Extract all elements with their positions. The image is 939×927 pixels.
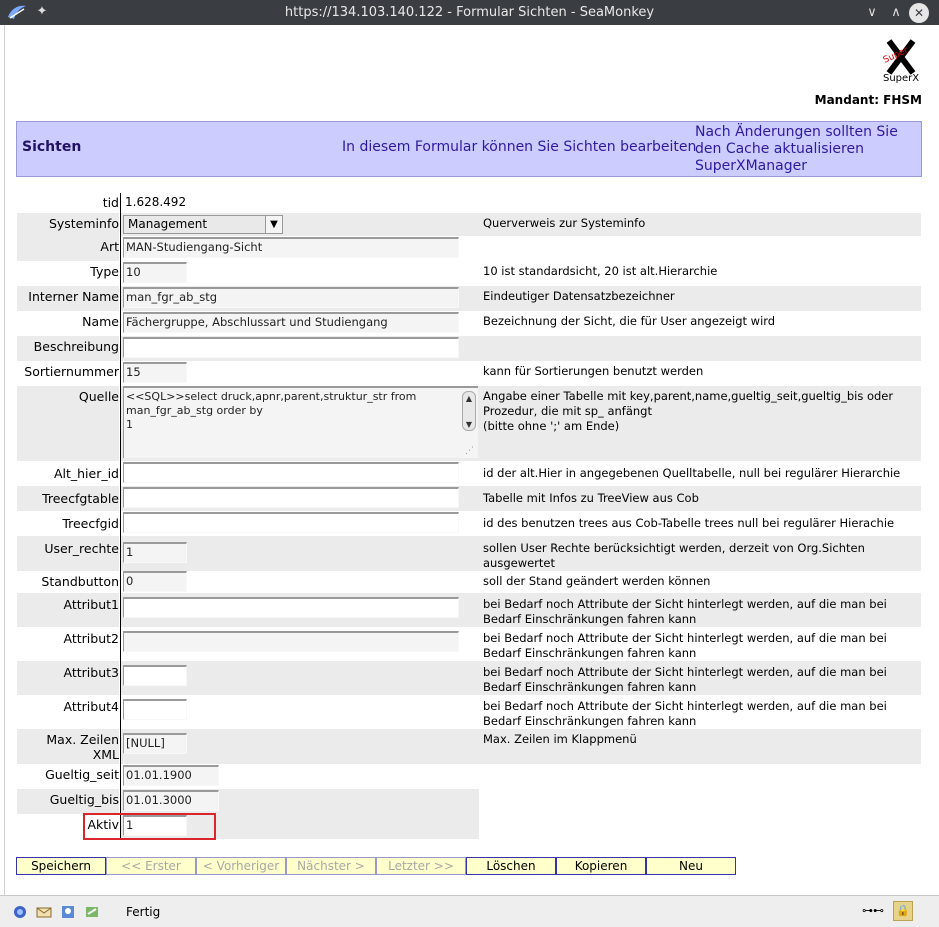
lock-icon[interactable]: 🔒 — [893, 901, 913, 921]
label-aktiv: Aktiv — [87, 817, 119, 832]
row-gueltig-seit — [17, 764, 921, 789]
label-quelle: Quelle — [78, 389, 119, 404]
desc-line: bei Bedarf noch Attribute der Sicht hinterlegt werden, auf die man bei — [483, 699, 887, 713]
maximize-button[interactable]: ∧ — [891, 5, 901, 20]
desc-line: (bitte ohne ';' am Ende) — [483, 419, 620, 433]
desc-alt-hier-id: id der alt.Hier in angegebenen Quelltabelle, null bei regulärer Hierarchie — [483, 466, 901, 480]
row-attribut3 — [17, 661, 921, 695]
label-beschreibung: Beschreibung — [33, 339, 119, 354]
desc-max-zeilen: Max. Zeilen im Klappmenü — [483, 732, 637, 746]
tid-value: 1.628.492 — [125, 195, 187, 209]
logo-mark: Super — [881, 45, 910, 66]
cache-note-line: Nach Änderungen sollten Sie — [695, 124, 898, 140]
desc-line: Angabe einer Tabelle mit key,parent,name,gueltig_seit,gueltig_bis oder — [483, 389, 894, 403]
gueltig-bis-input[interactable]: 01.01.3000 — [123, 790, 219, 811]
desc-systeminfo: Querverweis zur Systeminfo — [483, 216, 646, 230]
row-systeminfo — [17, 213, 921, 236]
label-interner-name: Interner Name — [28, 289, 119, 304]
window-titlebar — [0, 0, 939, 25]
label-gueltig-bis: Gueltig_bis — [49, 792, 119, 807]
row-treecfgtable — [17, 486, 921, 511]
label-sortiernummer: Sortiernummer — [24, 364, 119, 379]
label-attribut3: Attribut3 — [63, 665, 119, 680]
label-user-rechte: User_rechte — [44, 541, 119, 556]
row-interner-name — [17, 286, 921, 311]
label-gueltig-seit: Gueltig_seit — [45, 767, 119, 782]
composer-icon[interactable] — [84, 904, 100, 920]
desc-line: ausgewertet — [483, 556, 556, 570]
highlight-box — [83, 813, 216, 840]
label-treecfgid: Treecfgid — [62, 516, 119, 531]
navigator-icon[interactable] — [12, 904, 28, 920]
addressbook-icon[interactable] — [60, 904, 76, 920]
mail-icon[interactable] — [36, 904, 52, 920]
row-quelle — [17, 386, 921, 461]
label-alt-hier-id: Alt_hier_id — [53, 466, 119, 481]
treecfgtable-input[interactable] — [123, 487, 459, 508]
row-standbutton — [17, 571, 921, 593]
gueltig-seit-input[interactable]: 01.01.1900 — [123, 765, 219, 786]
resize-grip-icon[interactable]: ⋰ — [465, 446, 474, 456]
row-beschreibung — [17, 336, 921, 361]
form-title: Sichten — [22, 139, 82, 155]
attribut4-input[interactable] — [123, 699, 187, 720]
systeminfo-select[interactable] — [123, 215, 283, 234]
row-attribut1 — [17, 593, 921, 627]
desc-interner-name: Eindeutiger Datensatzbezeichner — [483, 289, 675, 303]
label-attribut4: Attribut4 — [63, 699, 119, 714]
label-tid: tid — [102, 195, 119, 210]
desc-name: Bezeichnung der Sicht, die für User angezeigt wird — [483, 314, 776, 328]
neu-button[interactable]: Neu — [646, 857, 736, 875]
attribut3-input[interactable] — [123, 665, 187, 686]
connection-icon: ⊶⊷ — [862, 904, 884, 917]
type-input[interactable]: 10 — [123, 262, 187, 283]
logo-text: SuperX — [883, 73, 920, 84]
label-attribut1: Attribut1 — [63, 597, 119, 612]
desc-user-rechte — [479, 541, 921, 571]
desc-line: Prozedur, die mit sp_ anfängt — [483, 404, 652, 418]
art-input[interactable]: MAN-Studiengang-Sicht — [123, 237, 459, 258]
label-attribut2: Attribut2 — [63, 631, 119, 646]
label-name: Name — [82, 314, 119, 329]
attribut2-input[interactable] — [123, 631, 459, 652]
label-type: Type — [90, 264, 119, 279]
desc-line: Bedarf Einschränkungen fahren kann — [483, 680, 697, 694]
desc-treecfgid: id des benutzen trees aus Cob-Tabelle trees null bei regulärer Hierachie — [483, 516, 895, 530]
status-bar — [0, 895, 939, 927]
chevron-down-icon[interactable]: ▼ — [265, 216, 282, 233]
row-user-rechte — [17, 536, 921, 571]
desc-standbutton: soll der Stand geändert werden können — [483, 574, 711, 588]
form-info: In diesem Formular können Sie Sichten bearbeiten — [342, 139, 697, 155]
systeminfo-selected: Management — [128, 217, 208, 231]
desc-line: bei Bedarf noch Attribute der Sicht hinterlegt werden, auf die man bei — [483, 631, 887, 645]
label-standbutton: Standbutton — [41, 574, 119, 589]
loeschen-button[interactable]: Löschen — [466, 857, 556, 875]
row-art — [17, 236, 921, 261]
form-header — [16, 121, 922, 177]
label-art: Art — [100, 239, 119, 254]
row-name — [17, 311, 921, 336]
superxmanager-link[interactable]: SuperXManager — [695, 158, 807, 174]
desc-line: Bedarf Einschränkungen fahren kann — [483, 714, 697, 728]
page-content — [4, 25, 935, 895]
desc-sortiernummer: kann für Sortierungen benutzt werden — [483, 364, 704, 378]
desc-attribut2 — [479, 631, 921, 661]
naechster-button[interactable]: Nächster > — [286, 857, 376, 875]
desc-quelle — [479, 389, 921, 434]
cache-note-line: den Cache aktualisieren — [695, 141, 864, 157]
max-zeilen-input[interactable]: [NULL] — [123, 733, 187, 754]
erster-button[interactable]: << Erster — [106, 857, 196, 875]
treecfgid-input[interactable] — [123, 512, 459, 533]
row-attribut4 — [17, 695, 921, 729]
desc-type: 10 ist standardsicht, 20 ist alt.Hierarchie — [483, 264, 718, 278]
close-button[interactable]: ✕ — [909, 3, 929, 23]
row-tid — [17, 193, 921, 213]
name-input[interactable]: Fächergruppe, Abschlussart und Studiengang — [123, 312, 459, 333]
desc-line: sollen User Rechte berücksichtigt werden, derzeit von Org.Sichten — [483, 541, 865, 555]
desc-attribut1 — [479, 597, 921, 627]
desc-line: Bedarf Einschränkungen fahren kann — [483, 612, 697, 626]
letzter-button[interactable]: Letzter >> — [376, 857, 466, 875]
interner-name-input[interactable]: man_fgr_ab_stg — [123, 287, 459, 308]
label-max-zeilen — [17, 732, 119, 762]
desc-attribut3 — [479, 665, 921, 695]
quelle-line: <<SQL>>select druck,apnr,parent,struktur_str from — [126, 390, 417, 403]
desc-line: bei Bedarf noch Attribute der Sicht hinterlegt werden, auf die man bei — [483, 597, 887, 611]
row-type — [17, 261, 921, 286]
label-line: Max. Zeilen — [46, 732, 119, 747]
textarea-scrollbar[interactable]: ▲ ▼ — [462, 391, 476, 431]
desc-line: bei Bedarf noch Attribute der Sicht hinterlegt werden, auf die man bei — [483, 665, 887, 679]
window-title: https://134.103.140.122 - Formular Sichten - SeaMonkey — [284, 5, 655, 20]
quelle-line: man_fgr_ab_stg order by — [126, 404, 263, 417]
user-rechte-input[interactable]: 1 — [123, 542, 187, 563]
pin-icon[interactable]: ✦ — [36, 4, 48, 19]
attribut1-input[interactable] — [123, 597, 459, 618]
row-gueltig-bis — [17, 789, 921, 814]
row-sortiernummer — [17, 361, 921, 386]
desc-line: Bedarf Einschränkungen fahren kann — [483, 646, 697, 660]
status-text: Fertig — [126, 905, 161, 919]
mandant-label: Mandant: FHSM — [814, 93, 922, 107]
row-attribut2 — [17, 627, 921, 661]
quelle-textarea[interactable] — [123, 386, 478, 458]
beschreibung-input[interactable] — [123, 337, 459, 358]
aktiv-input[interactable]: 1 — [123, 815, 187, 836]
label-line: XML — [92, 747, 119, 762]
button-bar — [16, 857, 736, 875]
sortiernummer-input[interactable]: 15 — [123, 362, 187, 383]
desc-treecfgtable: Tabelle mit Infos zu TreeView aus Cob — [483, 491, 699, 505]
desc-attribut4 — [479, 699, 921, 729]
row-max-zeilen — [17, 729, 921, 764]
vorheriger-button[interactable]: < Vorheriger — [196, 857, 286, 875]
row-treecfgid — [17, 511, 921, 536]
standbutton-input[interactable]: 0 — [123, 571, 187, 592]
minimize-button[interactable]: ∨ — [867, 5, 877, 20]
cache-note — [695, 124, 915, 175]
speichern-button[interactable]: Speichern — [16, 857, 106, 875]
label-systeminfo: Systeminfo — [48, 216, 119, 231]
quelle-line: 1 — [126, 418, 133, 431]
row-alt-hier-id — [17, 461, 921, 486]
alt-hier-id-input[interactable] — [123, 462, 459, 483]
label-treecfgtable: Treecfgtable — [42, 491, 119, 506]
kopieren-button[interactable]: Kopieren — [556, 857, 646, 875]
